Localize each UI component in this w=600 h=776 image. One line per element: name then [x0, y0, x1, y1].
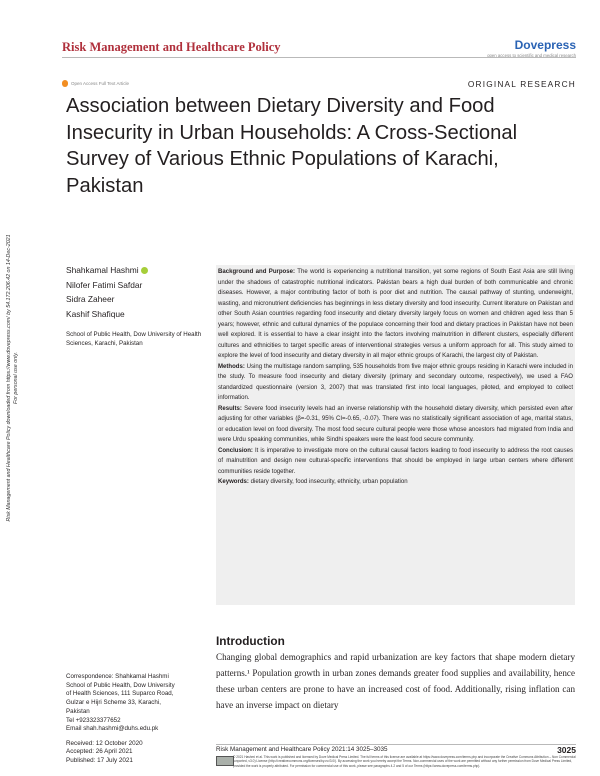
footer-citation: Risk Management and Healthcare Policy 2021:14 3025–3035	[216, 746, 388, 753]
abstract-results-label: Results:	[218, 405, 242, 412]
abstract-background: The world is experiencing a nutritional transition, yet some regions of South East Asia are still living under the shadows of catastrophic nutritional indicators. Pakistan bears a high dual burden of both communicable and chronic diseases. However, a major contributing factor of both is poor diet and nutrition. The causal pathway of stunting, underweight, wasting, and micronutrient deficiencies has beginnings in less dietary diversity and food insecurity. Current literature on Pakistan and other South Asian countries regarding food insecurity and dietary diversity largely focus on women and children aged less than 5 years; however, ethnic and cultural dynamics of the populace concerning their food and dietary practices in Pakistan have not been well explored. It is essential to have a clear insight into the factors involving malnutrition in different clusters, especially different cultures and ethnicities to target specific areas of interventional strategies versus a uniform approach for all. This study aimed to explore the level of food insecurity and dietary diversity in all major ethnic groups of Karachi, the largest city of Pakistan.	[218, 269, 573, 359]
journal-name: Risk Management and Healthcare Policy	[62, 40, 281, 54]
open-access-label: Open Access Full Text Article	[71, 81, 129, 86]
abstract-box	[216, 265, 575, 605]
orcid-icon[interactable]	[141, 267, 148, 274]
author: Shahkamal Hashmi	[66, 263, 148, 278]
received-date: Received: 12 October 2020	[66, 740, 143, 747]
author: Sidra Zaheer	[66, 294, 115, 305]
abstract-text	[218, 267, 573, 488]
abstract-conclusion: It is imperative to investigate more on the cultural causal factors leading to food insecurity to address the root causes of malnutrition and design new cultural-specific interventions that should be employed in large urban centers where different communities reside together.	[218, 447, 573, 475]
keywords: dietary diversity, food insecurity, ethnicity, urban population	[250, 479, 408, 485]
abstract-results: Severe food insecurity levels had an inverse relationship with the household dietary diversity, which persisted even after adjusting for other variables (β=-0.31, 95% CI=-0.65, -0.07). There was no statistically significant association of age, marital status, or education level on food diversity. The most food secure cultural people were those whose ancestors had migrated from India and were Urdu speaking communities, while Sindhi speakers were the least food secure community.	[218, 405, 573, 443]
correspondence-phone: Tel +923323377652	[66, 716, 121, 724]
open-access-badge	[62, 80, 129, 87]
abstract-conclusion-label: Conclusion:	[218, 447, 253, 454]
correspondence-label: Correspondence: Shahkamal Hashmi	[66, 673, 169, 680]
article-type: ORIGINAL RESEARCH	[467, 79, 576, 89]
introduction-heading: Introduction	[216, 634, 285, 648]
footer-divider	[216, 744, 576, 745]
correspondence-line: Pakistan	[66, 707, 90, 715]
abstract-methods-label: Methods:	[218, 363, 245, 370]
abstract-methods: Using the multistage random sampling, 535 households from five major ethnic groups residing in Karachi were included in the study. To measure food insecurity and dietary diversity (primary and secondary outcome, respectively), we used a FAO standardized questionnaire (version 3, 2007) that was translated first into local languages, piloted, and employed to collect information.	[218, 363, 573, 401]
author-list	[66, 263, 148, 321]
correspondence-line: of Health Sciences, 111 Suparco Road,	[66, 690, 174, 698]
abstract-background-label: Background and Purpose:	[218, 269, 295, 275]
correspondence-line: Gulzar e Hijri Scheme 33, Karachi,	[66, 699, 161, 707]
open-access-lock-icon	[62, 80, 68, 87]
keywords-label: Keywords:	[218, 479, 249, 485]
license-text: © 2021 Hashmi et al. This work is published and licensed by Dove Medical Press Limited. The full terms of this license are available at https://www.dovepress.com/terms.php and incorporate the Creative Commons Attribution – Non Commercial (unported, v3.0) License (http://creativecommons.org/licenses/by-nc/3.0/). By accessing the work you hereby accept the Terms. Non-commercial uses of the work are permitted without any further permission from Dove Medical Press Limited, provided the work is properly attributed. For permission for commercial use of this work, please see paragraphs 4.2 and 5 of our Terms (https://www.dovepress.com/terms.php).	[233, 755, 576, 768]
creative-commons-icon[interactable]	[216, 756, 234, 766]
correspondence-block	[66, 673, 208, 734]
publisher-logo: Dovepress	[514, 38, 576, 52]
correspondence-line: School of Public Health, Dow University	[66, 681, 175, 689]
author: Nilofer Fatimi Safdar	[66, 279, 143, 290]
download-watermark	[6, 118, 22, 638]
download-watermark-text: Risk Management and Healthcare Policy downloaded from https://www.dovepress.com/ by 54.172.206.42 on 14-Dec-2021 For personal use only.	[6, 234, 20, 522]
author: Kashif Shafique	[66, 308, 125, 319]
introduction-text: Changing global demographics and rapid urbanization are key factors that shape modern dietary patterns.¹ Population growth in urban zones demands greater food supplies and availability, hence these urban centers are prone to have an increased cost of food. Additionally, rising inflation can have an inverse impact on dietary	[216, 652, 575, 710]
header-divider	[62, 57, 576, 58]
correspondence-email[interactable]: Email shah.hashmi@duhs.edu.pk	[66, 725, 159, 733]
accepted-date: Accepted: 26 April 2021	[66, 748, 133, 756]
page-number: 3025	[557, 745, 576, 755]
published-date: Published: 17 July 2021	[66, 756, 133, 764]
article-title: Association between Dietary Diversity and Food Insecurity in Urban Households: A Cross-Sectional Survey of Various Ethnic Populations of Karachi, Pakistan	[66, 95, 518, 197]
author-affiliation: School of Public Health, Dow University of Health Sciences, Karachi, Pakistan	[66, 331, 202, 348]
publisher-tagline: open access to scientific and medical research	[487, 53, 576, 58]
article-dates	[66, 740, 143, 765]
